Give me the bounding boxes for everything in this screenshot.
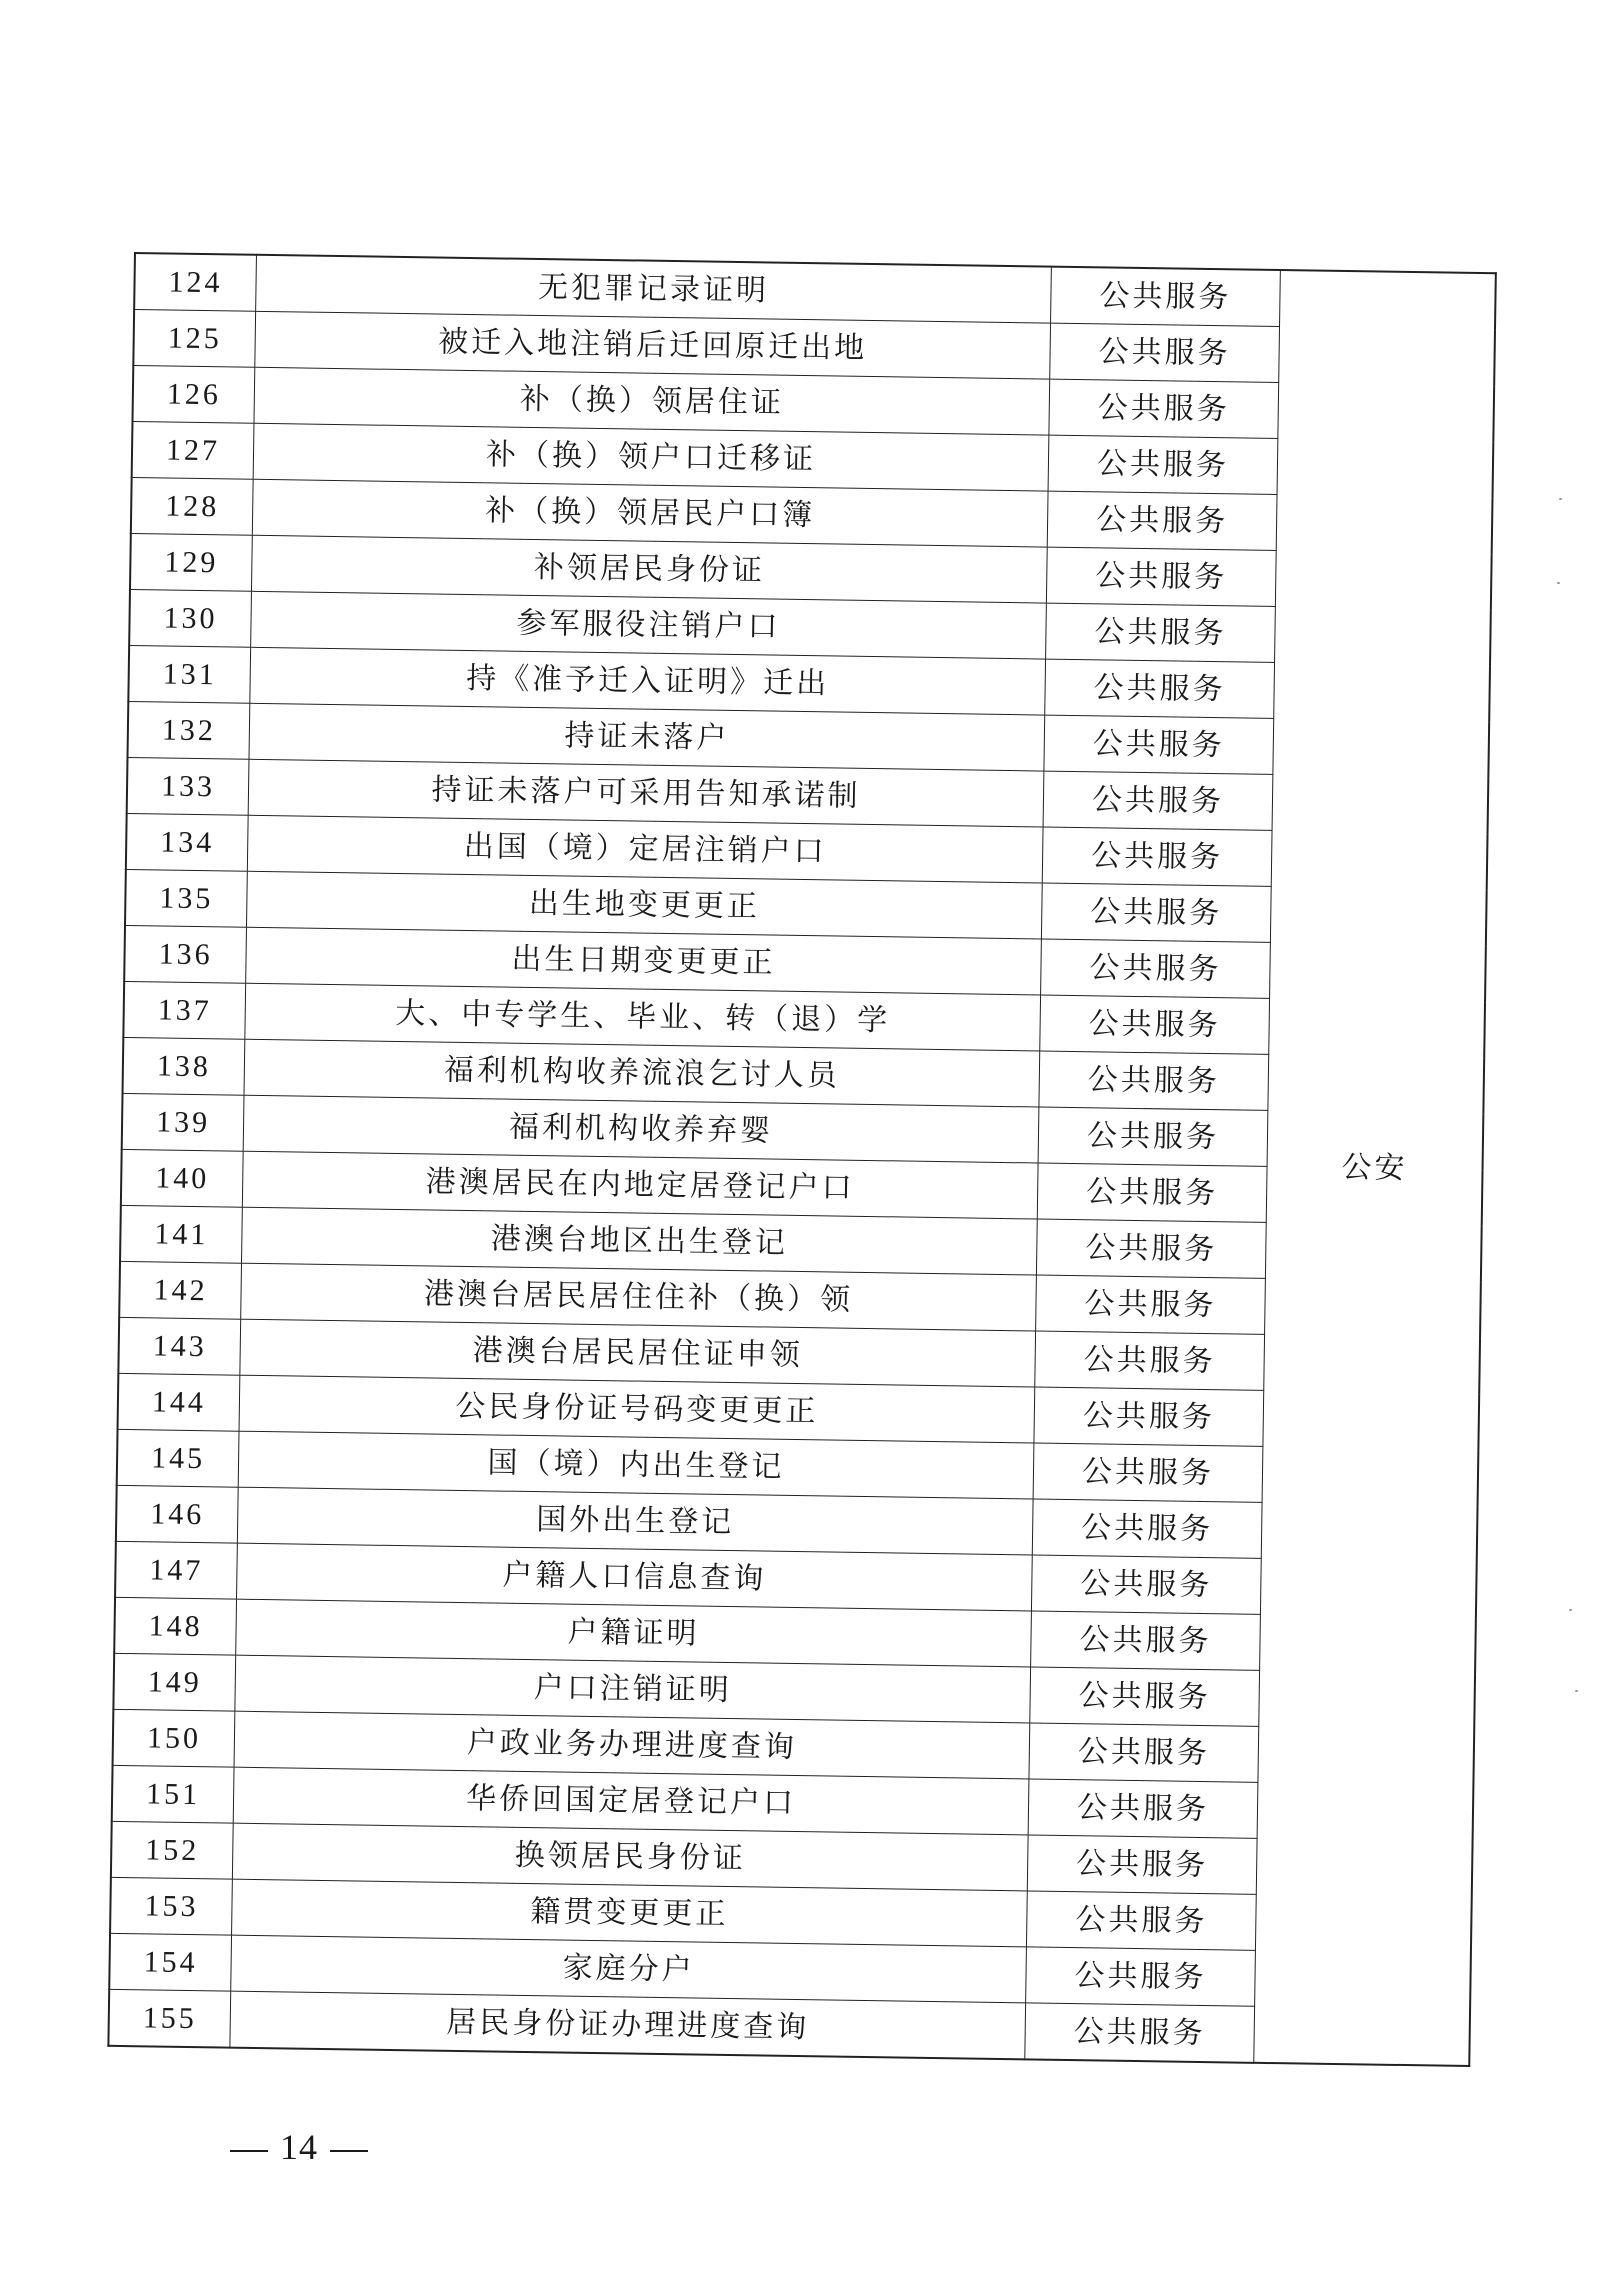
item-name: 持《准予迁入证明》迁出 [250,647,1046,715]
item-type: 公共服务 [1026,1947,1256,2006]
item-name: 福利机构收养流浪乞讨人员 [244,1039,1040,1107]
item-name: 持证未落户 [249,703,1045,771]
item-type: 公共服务 [1034,1387,1264,1446]
row-number: 143 [118,1317,240,1375]
item-type: 公共服务 [1049,379,1279,438]
item-type: 公共服务 [1037,1163,1267,1222]
row-number: 142 [119,1261,241,1319]
item-type: 公共服务 [1046,603,1276,662]
item-name: 国（境）内出生登记 [238,1431,1034,1499]
item-type: 公共服务 [1048,435,1278,494]
row-number: 150 [113,1709,235,1767]
item-type: 公共服务 [1036,1219,1266,1278]
item-name: 持证未落户可采用告知承诺制 [248,759,1044,827]
department-cell: 公安 [1254,270,1496,2066]
row-number: 132 [128,701,250,759]
row-number: 146 [116,1485,238,1543]
item-type: 公共服务 [1047,491,1277,550]
service-items-table [107,252,1496,2067]
item-name: 补领居民身份证 [251,535,1047,603]
item-type: 公共服务 [1031,1555,1261,1614]
row-number: 144 [118,1373,240,1431]
page-footer [218,2126,380,2168]
scan-speck [1559,498,1562,500]
item-name: 港澳台居民居住住补（换）领 [241,1263,1037,1331]
item-name: 出生日期变更更正 [246,927,1042,995]
row-number: 140 [121,1149,243,1207]
item-name: 公民身份证号码变更更正 [239,1375,1035,1443]
item-name: 港澳居民在内地定居登记户口 [242,1151,1038,1219]
item-name: 出国（境）定居注销户口 [247,815,1043,883]
item-name: 国外出生登记 [237,1487,1033,1555]
item-type: 公共服务 [1051,267,1281,327]
item-type: 公共服务 [1031,1611,1261,1670]
item-name: 换领居民身份证 [232,1823,1028,1891]
row-number: 141 [120,1205,242,1263]
item-name: 家庭分户 [231,1935,1027,2003]
row-number: 136 [124,925,246,983]
item-type: 公共服务 [1030,1667,1260,1726]
row-number: 128 [131,477,253,535]
row-number: 134 [126,813,248,871]
item-name: 户口注销证明 [235,1655,1031,1723]
item-name: 户籍证明 [236,1599,1032,1667]
scan-speck [1569,1609,1572,1611]
row-number: 137 [123,981,245,1039]
item-type: 公共服务 [1026,1891,1256,1950]
item-type: 公共服务 [1044,715,1274,774]
item-type: 公共服务 [1027,1835,1257,1894]
row-number: 154 [109,1933,231,1991]
scan-speck [1557,582,1560,584]
item-name: 大、中专学生、毕业、转（退）学 [245,983,1041,1051]
item-name: 居民身份证办理进度查询 [230,1991,1026,2059]
row-number: 135 [125,869,247,927]
row-number: 138 [123,1037,245,1095]
item-type: 公共服务 [1033,1443,1263,1502]
row-number: 153 [110,1877,232,1935]
item-type: 公共服务 [1025,2003,1255,2063]
item-name: 华侨回国定居登记户口 [233,1767,1029,1835]
row-number: 145 [117,1429,239,1487]
row-number: 126 [132,366,254,424]
row-number: 124 [134,253,256,311]
item-name: 籍贯变更更正 [232,1879,1028,1947]
row-number: 151 [112,1765,234,1823]
row-number: 152 [111,1821,233,1879]
item-name: 被迁入地注销后迁回原迁出地 [255,311,1051,379]
row-number: 125 [133,310,255,368]
item-type: 公共服务 [1035,1331,1265,1390]
item-type: 公共服务 [1029,1723,1259,1782]
item-type: 公共服务 [1028,1779,1258,1838]
item-name: 福利机构收养弃婴 [243,1095,1039,1163]
item-type: 公共服务 [1041,939,1271,998]
service-table-wrapper [107,252,1489,2067]
item-type: 公共服务 [1050,323,1280,382]
item-type: 公共服务 [1046,547,1276,606]
item-type: 公共服务 [1039,1051,1269,1110]
footer-left-dash [230,2150,268,2152]
item-name: 补（换）领居民户口簿 [252,479,1048,547]
item-name: 出生地变更更正 [246,871,1042,939]
item-name: 港澳台居民居住证申领 [240,1319,1036,1387]
row-number: 131 [128,645,250,703]
item-type: 公共服务 [1032,1499,1262,1558]
item-type: 公共服务 [1040,995,1270,1054]
table-body [108,253,1495,2066]
row-number: 129 [130,533,252,591]
row-number: 155 [108,1989,230,2047]
item-name: 补（换）领居住证 [254,367,1050,435]
item-name: 参军服役注销户口 [251,591,1047,659]
item-name: 补（换）领户口迁移证 [253,423,1049,491]
item-type: 公共服务 [1038,1107,1268,1166]
item-name: 无犯罪记录证明 [256,255,1052,323]
row-number: 148 [114,1597,236,1655]
footer-right-dash [330,2150,368,2152]
item-type: 公共服务 [1041,883,1271,942]
item-type: 公共服务 [1043,771,1273,830]
item-type: 公共服务 [1045,659,1275,718]
row-number: 139 [122,1093,244,1151]
page-number: 14 [280,2127,318,2167]
item-name: 户籍人口信息查询 [237,1543,1033,1611]
row-number: 147 [115,1541,237,1599]
item-name: 港澳台地区出生登记 [242,1207,1038,1275]
item-type: 公共服务 [1042,827,1272,886]
row-number: 149 [113,1653,235,1711]
row-number: 127 [132,421,254,479]
scan-speck [1575,1690,1578,1692]
item-name: 户政业务办理进度查询 [234,1711,1030,1779]
item-type: 公共服务 [1036,1275,1266,1334]
row-number: 133 [127,757,249,815]
row-number: 130 [129,589,251,647]
